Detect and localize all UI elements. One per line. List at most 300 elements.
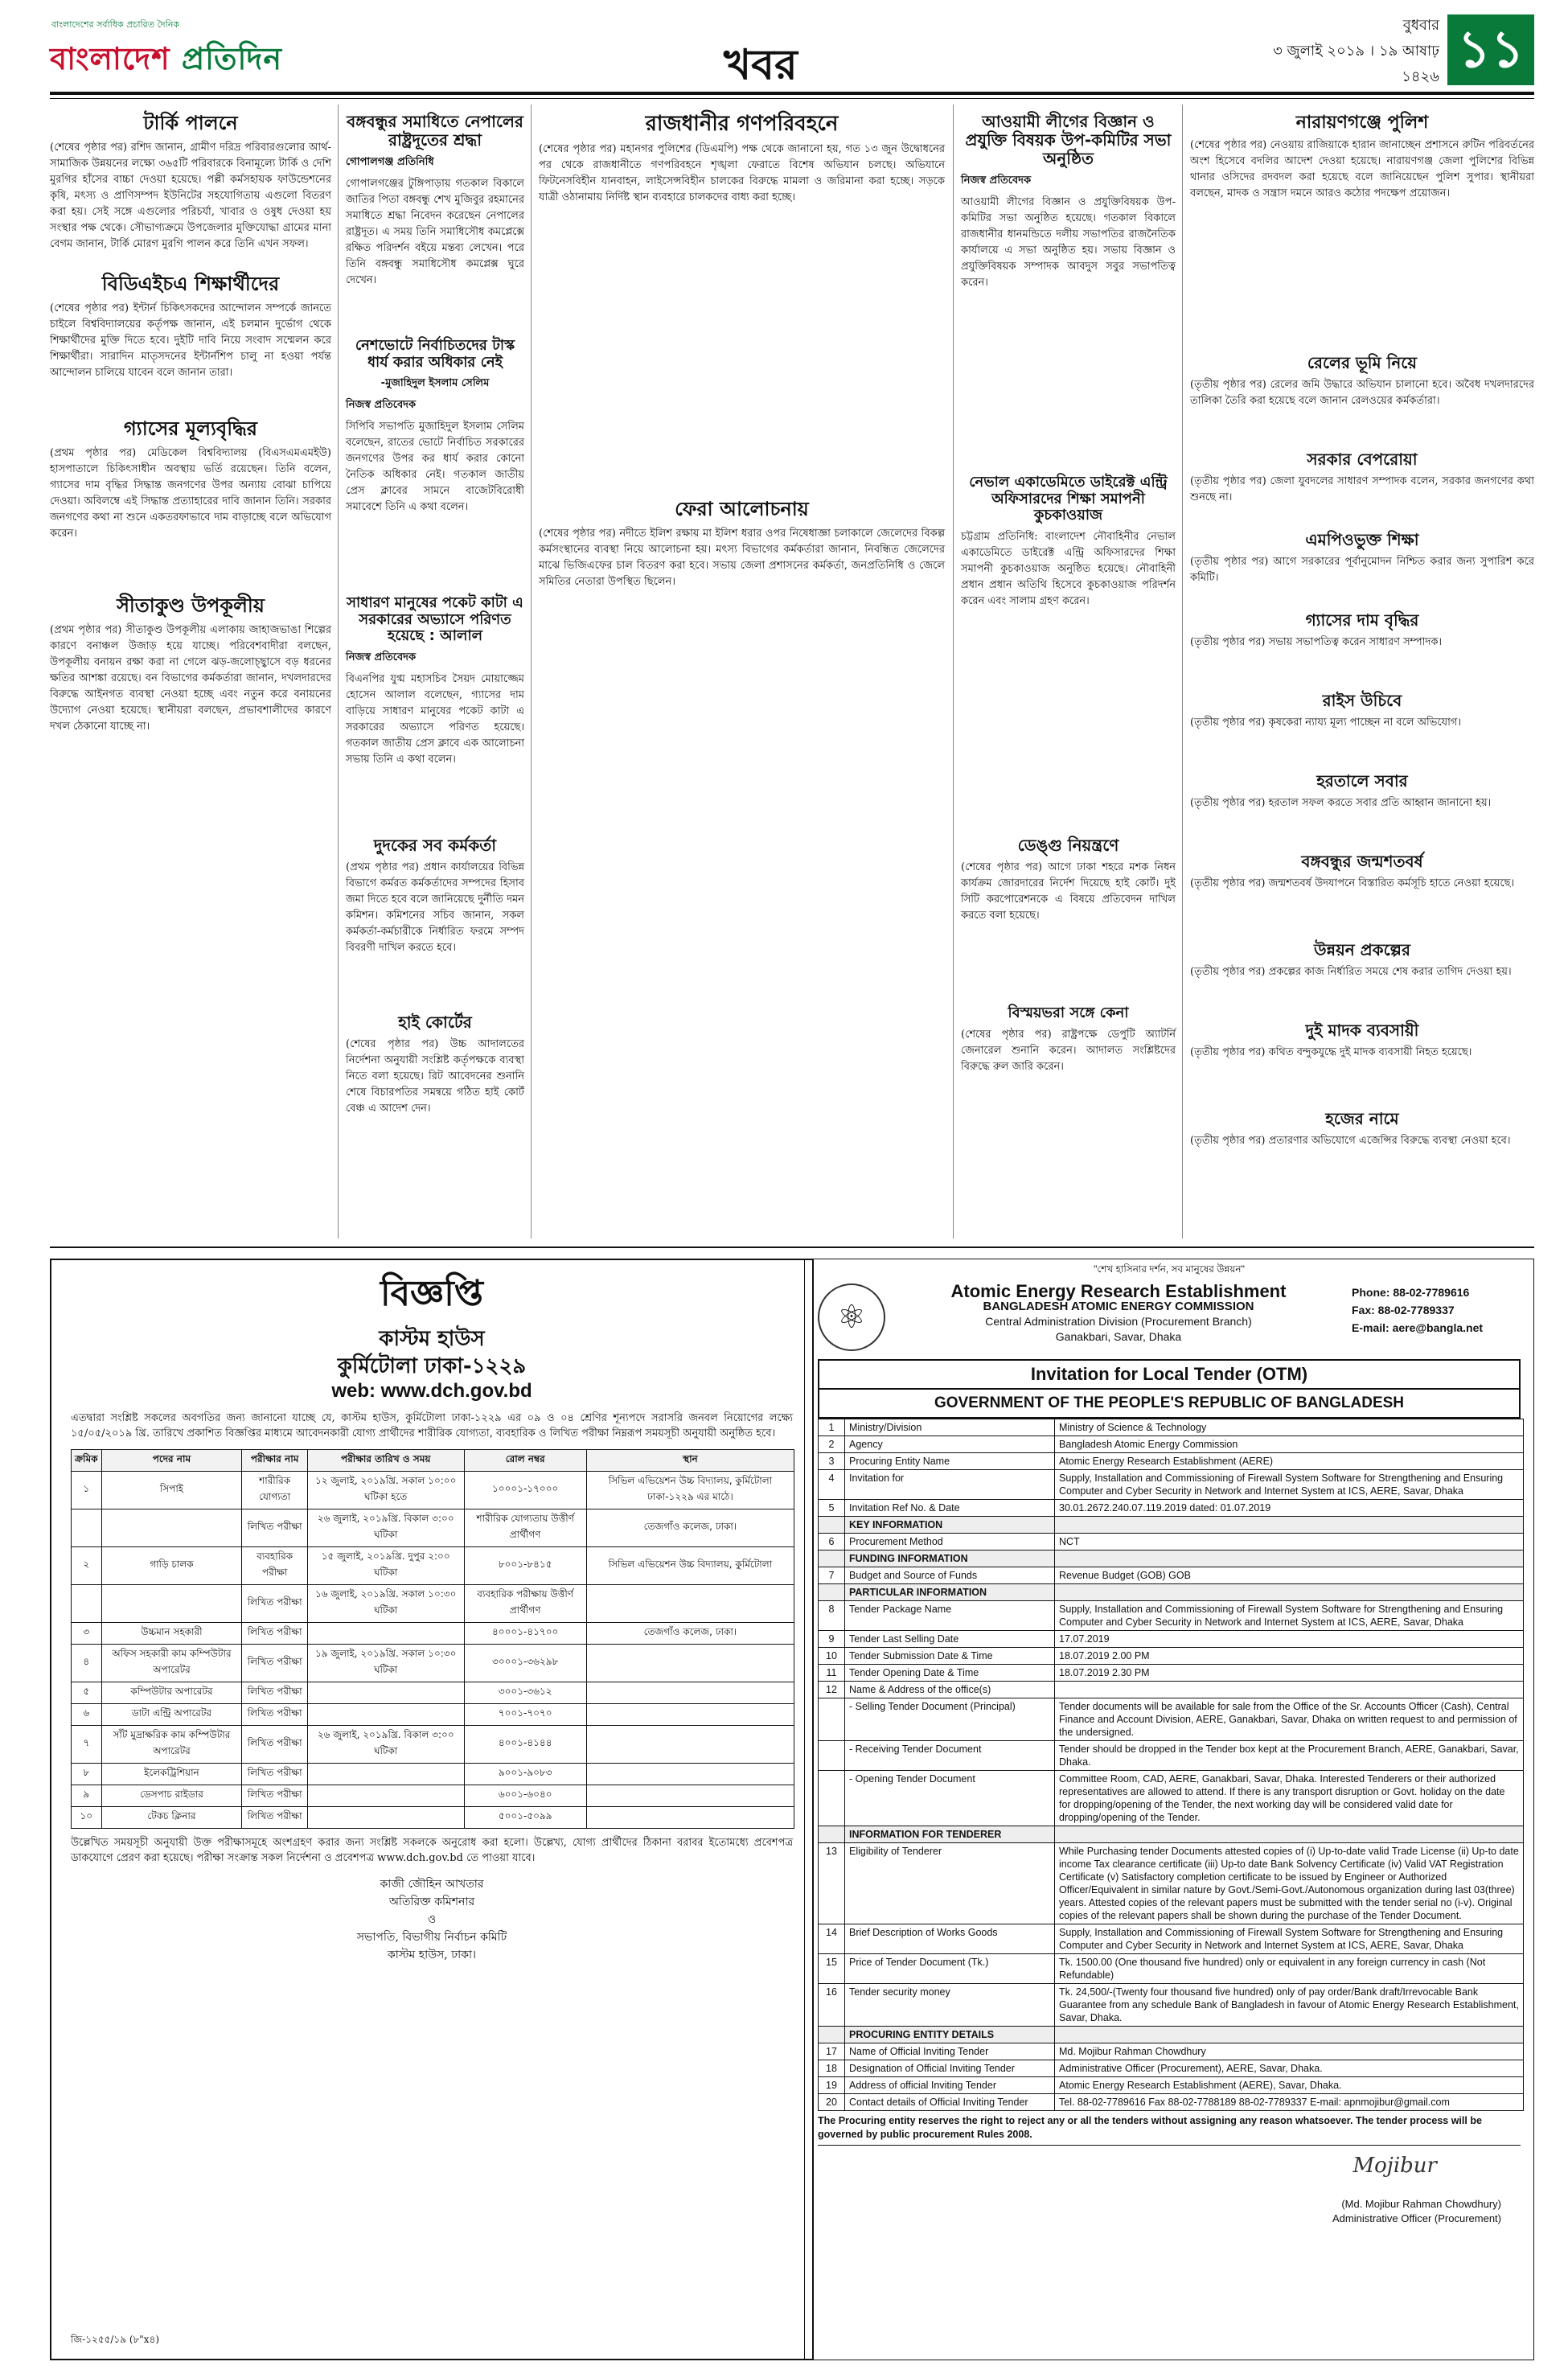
table-cell: Tender should be dropped in the Tender box kept at the Procurement Branch, AERE, Ganakbari, Savar, Dhaka. <box>1055 1741 1524 1771</box>
headline: দুদকের সব কর্মকর্তা <box>373 836 497 855</box>
table-cell <box>819 1517 845 1534</box>
table-cell: লিখিত পরীক্ষা <box>242 1509 308 1547</box>
headline: সাধারণ মানুষের পকেট কাটা এ সরকারের অভ্যাসে পরিণত হয়েছে : আলাল <box>347 594 523 645</box>
article-unnayan[interactable] <box>1190 941 1534 980</box>
col-datetime: পরীক্ষার তারিখ ও সময় <box>307 1450 464 1472</box>
table-row <box>72 1785 794 1807</box>
table-cell: ১৯ জুলাই, ২০১৯খ্রি. সকাল ১০:৩০ ঘটিকা <box>307 1645 464 1682</box>
col-post: পদের নাম <box>101 1450 242 1472</box>
article-highcourt[interactable] <box>346 1013 524 1117</box>
table-cell: সিভিল এভিয়েশন উচ্চ বিদ্যালয়, কুর্মিটোলা ঢাকা-১২২৯ এর মাঠে। <box>586 1472 794 1509</box>
table-cell: Eligibility of Tenderer <box>845 1843 1055 1924</box>
article-body: (শেষের পৃষ্ঠার পর) উচ্চ আদালতের নির্দেশনা অনুযায়ী সংশ্লিষ্ট কর্তৃপক্ষকে ব্যবস্থা নিতে বলা হয়েছে। রিট আবেদনের শুনানি শেষে বিচারপতির সমন্বয়ে গঠিত হাই কোর্ট বেঞ্চ এ আদেশ দেন। <box>346 1038 524 1115</box>
table-cell: ২ <box>72 1547 102 1585</box>
table-cell: Invitation for <box>845 1470 1055 1500</box>
column-divider <box>1182 105 1183 1238</box>
atom-emblem-icon: ⚛ <box>818 1284 885 1351</box>
headline: রাইস উচিবে <box>1322 691 1402 710</box>
table-cell: Tender Submission Date & Time <box>845 1648 1055 1665</box>
byline: নিজস্ব প্রতিবেদক <box>961 175 1032 187</box>
table-cell: Address of official Inviting Tender <box>845 2077 1055 2094</box>
table-cell: Supply, Installation and Commissioning of Firewall System Software for Strengthening and Ensuring Computer and Cyber Security in Network and Internet System at ICS, AERE, Savar, Dhaka <box>1055 1470 1524 1500</box>
table-cell: 19 <box>819 2077 845 2094</box>
notice-footer: উল্লেখিত সময়সূচী অনুযায়ী উক্ত পরীক্ষাসমূহে অংশগ্রহণ করার জন্য সংশ্লিষ্ট সকলকে অনুরোধ করা হলো। উল্লেখ্য, যোগ্য প্রার্থীদের ঠিকানা বরাবর ইতোমধ্যে প্রবেশপত্র ডাকযোগে প্রেরণ করা হয়েছে। পরীক্ষা সংক্রান্ত সকল নির্দেশনা ও প্রবেশপত্র www.dch.gov.bd তে পাওয়া যাবে। <box>71 1837 793 1864</box>
byline: গোপালগঞ্জ প্রতিনিধি <box>346 156 434 168</box>
table-cell: ৬০০১-৬০৪০ <box>464 1785 586 1807</box>
table-cell: Tender Package Name <box>845 1601 1055 1631</box>
article-rail[interactable] <box>1190 354 1534 409</box>
article-body: (শেষের পৃষ্ঠার পর) আগে ঢাকা শহরে মশক নিধন কার্যক্রম জোরদারের নির্দেশ দিয়েছে হাই কোর্ট। দুই সিটি করপোরেশনকে এ বিষয়ে প্রতিবেদন দাখিল করতে বলা হয়েছে। <box>961 861 1176 922</box>
table-cell: লিখিত পরীক্ষা <box>242 1704 308 1726</box>
table-row <box>819 1534 1524 1550</box>
table-cell: Name of Official Inviting Tender <box>845 2043 1055 2060</box>
table-row <box>72 1645 794 1682</box>
table-cell: Price of Tender Document (Tk.) <box>845 1954 1055 1984</box>
table-cell: লিখিত পরীক্ষা <box>242 1645 308 1682</box>
article-sitakunda[interactable] <box>50 595 331 735</box>
logo-tagline: বাংলাদেশের সর্বাধিক প্রচারিত দৈনিক <box>51 19 180 30</box>
table-cell: টেকচ ক্লিনার <box>101 1807 242 1829</box>
ad-code: জি-১২৫৫/১৯ (৮"x৪) <box>71 2334 160 2345</box>
article-alal[interactable] <box>346 595 524 768</box>
notice-title: বিজ্ঞপ্তি <box>380 1273 483 1314</box>
table-cell <box>307 1807 464 1829</box>
article-bsmrau[interactable] <box>50 273 331 381</box>
table-row <box>819 1648 1524 1665</box>
table-cell: - Opening Tender Document <box>845 1771 1055 1826</box>
table-cell: ৮০০১-৮৪১৫ <box>464 1547 586 1585</box>
table-cell: Administrative Officer (Procurement), AERE, Savar, Dhaka. <box>1055 2060 1524 2077</box>
table-cell: ৪০০০১-৪১৭০০ <box>464 1623 586 1645</box>
signer-title: Administrative Officer (Procurement) <box>1332 2212 1501 2224</box>
table-row <box>819 1682 1524 1698</box>
table-cell: ৫০০১-৫০৯৯ <box>464 1807 586 1829</box>
aere-tender-ad[interactable] <box>804 1259 1534 2360</box>
table-cell: Agency <box>845 1436 1055 1453</box>
table-cell: গাড়ি চালক <box>101 1547 242 1585</box>
commission: BANGLADESH ATOMIC ENERGY COMMISSION <box>983 1300 1254 1313</box>
table-row <box>819 1771 1524 1826</box>
table-cell: Committee Room, CAD, AERE, Ganakbari, Savar, Dhaka. Interested Tenderers or their authorized representatives are allowed to attend. If there is any transport disruption or Govt. holiday on the date for dropping/opening of the Tender, the next working day will be considered valid date for dropping/opening of the Tender. <box>1055 1771 1524 1826</box>
headline: রাজধানীর গণপরিবহনে <box>645 112 839 136</box>
table-cell <box>101 1585 242 1623</box>
table-cell: INFORMATION FOR TENDERER <box>845 1826 1055 1843</box>
fax: Fax: 88-02-7789337 <box>1352 1304 1455 1316</box>
table-cell <box>307 1785 464 1807</box>
headline: এমপিওভুক্ত শিক্ষা <box>1305 530 1419 549</box>
table-cell: ২৬ জুলাই, ২০১৯খ্রি. বিকাল ৩:০০ ঘটিকা <box>307 1726 464 1764</box>
table-cell: লিখিত পরীক্ষা <box>242 1764 308 1785</box>
newspaper-logo[interactable] <box>50 35 282 87</box>
col-venue: স্থান <box>586 1450 794 1472</box>
column-divider <box>338 105 339 1238</box>
headline: নেভাল একাডেমিতে ডাইরেক্ট এন্ট্রি অফিসারদের শিক্ষা সমাপনী কুচকাওয়াজ <box>969 474 1168 524</box>
ads-separator <box>50 1247 1534 1248</box>
table-row <box>72 1585 794 1623</box>
table-cell: Bangladesh Atomic Energy Commission <box>1055 1436 1524 1453</box>
table-cell <box>586 1585 794 1623</box>
table-row <box>819 2060 1524 2077</box>
table-row <box>819 1665 1524 1682</box>
table-cell: লিখিত পরীক্ষা <box>242 1623 308 1645</box>
article-body: (প্রথম পৃষ্ঠার পর) সীতাকুণ্ড উপকূলীয় এলাকায় জাহাজভাঙা শিল্পের কারণে বনাঞ্চল উজাড় হয়ে যাচ্ছে। পরিবেশবাদীরা বলছেন, উপকূলীয় বনায়ন রক্ষা করা না গেলে ঝড়-জলোচ্ছ্বাসে বড় ধরনের ক্ষতির আশঙ্কা রয়েছে। বন বিভাগের কর্মকর্তারা জানান, দখলদারদের বিরুদ্ধে আইনগত ব্যবস্থা নেওয়া হচ্ছে এবং নতুন করে বনায়নের উদ্যোগ নেওয়া হয়েছে। স্থানীয়রা বলছেন, প্রভাবশালীদের কারণে দখল ঠেকানো যাচ্ছে না। <box>50 623 331 733</box>
table-row <box>819 1741 1524 1771</box>
table-cell: ৯০০১-৯০৮৩ <box>464 1764 586 1785</box>
article-narayanganj[interactable] <box>1190 113 1534 202</box>
table-cell: 6 <box>819 1534 845 1550</box>
headline: সীতাকুণ্ড উপকূলীয় <box>117 594 265 617</box>
table-cell <box>586 1807 794 1829</box>
table-cell: ৭ <box>72 1726 102 1764</box>
headline: বিস্ময়ভরা সঙ্গে কেনা <box>1008 1004 1129 1021</box>
org-name: Atomic Energy Research Establishment <box>950 1281 1287 1301</box>
table-cell: 3 <box>819 1453 845 1470</box>
table-row <box>819 1500 1524 1517</box>
table-cell <box>819 1698 845 1741</box>
article-body: (প্রথম পৃষ্ঠার পর) প্রধান কার্যালয়ের বিভিন্ন বিভাগে কর্মরত কর্মকর্তাদের সম্পদের হিসাব জমা দিতে হবে বলে জানিয়েছে দুর্নীতি দমন কমিশন। কমিশনের সচিব জানান, সকল কর্মকর্তা-কর্মচারীকে নির্ধারিত ফরমে সম্পদ বিবরণী দাখিল করতে হবে। <box>346 861 524 954</box>
government-title: GOVERNMENT OF THE PEOPLE'S REPUBLIC OF BANGLADESH <box>818 1390 1521 1419</box>
article-dengue[interactable] <box>961 836 1176 924</box>
table-cell: 8 <box>819 1601 845 1631</box>
article-body: (তৃতীয় পৃষ্ঠার পর) রেলের জমি উদ্ধারে অভিযান চালানো হবে। অবৈধ দখলদারদের তালিকা তৈরি করা হয়েছে বলে জানান রেলওয়ের কর্মকর্তারা। <box>1190 379 1534 407</box>
article-body: (তৃতীয় পৃষ্ঠার পর) প্রতারণার অভিযোগে এজেন্সির বিরুদ্ধে ব্যবস্থা নেওয়া হবে। <box>1190 1135 1511 1147</box>
table-cell: Revenue Budget (GOB) GOB <box>1055 1567 1524 1584</box>
article-body: বিএনপির যুগ্ম মহাসচিব সৈয়দ মোয়াজ্জেম হোসেন আলাল বলেছেন, গ্যাসের দাম বাড়িয়ে সাধারণ মানুষের পকেট কাটা এ সরকারের অভ্যাসে পরিণত হয়েছে। গতকাল জাতীয় প্রেস ক্লাবে এক আলোচনা সভায় তিনি এ কথা বলেন। <box>346 673 524 766</box>
article-gas[interactable] <box>50 418 331 542</box>
masthead-rule-thin <box>50 98 1534 99</box>
table-cell: 15 <box>819 1954 845 1984</box>
table-row <box>819 1924 1524 1954</box>
headline: হাই কোর্টের <box>398 1012 472 1032</box>
article-body: (শেষের পৃষ্ঠার পর) মহানগর পুলিশের (ডিএমপি) পক্ষ থেকে জানানো হয়, গত ১৩ জুন উদ্বোধনের পর থেকে রাজধানীতে গণপরিবহনে শৃঙ্খলা ফেরাতে বিশেষ অভিযান চলছে। অভিযানে ফিটনেসবিহীন যানবাহন, লাইসেন্সবিহীন চালকের বিরুদ্ধে মামলা ও জরিমানা করা হচ্ছে। সড়কে যাত্রী ওঠানামায় নির্দিষ্ট স্থান ব্যবহারে চালকদের বাধ্য করা হচ্ছে। <box>539 142 945 203</box>
article-body: (তৃতীয় পৃষ্ঠার পর) প্রকল্পের কাজ নির্ধারিত সময়ে শেষ করার তাগিদ দেওয়া হয়। <box>1190 966 1512 978</box>
table-cell: KEY INFORMATION <box>845 1517 1055 1534</box>
table-cell <box>586 1682 794 1704</box>
table-cell <box>101 1509 242 1547</box>
table-cell: Tender documents will be available for sale from the Office of the Sr. Accounts Officer (Cash), Central Finance and Account Division, AERE, Ganakbari, Savar, Dhaka on written request to and permission of the undersigned. <box>1055 1698 1524 1741</box>
table-cell: Ministry of Science & Technology <box>1055 1419 1524 1436</box>
table-cell: 12 <box>819 1682 845 1698</box>
table-cell: ১২ জুলাই, ২০১৯খ্রি. সকাল ১০:০০ ঘটিকা হতে <box>307 1472 464 1509</box>
table-row <box>819 1631 1524 1648</box>
table-cell <box>819 1826 845 1843</box>
table-cell: Brief Description of Works Goods <box>845 1924 1055 1954</box>
table-row <box>819 1826 1524 1843</box>
address: Ganakbari, Savar, Dhaka <box>1055 1330 1182 1343</box>
table-cell <box>72 1509 102 1547</box>
article-body: (শেষের পৃষ্ঠার পর) ইন্টার্ন চিকিৎসকদের আন্দোলন সম্পর্কে জানতে চাইলে বিশ্ববিদ্যালয়ের কর্তৃপক্ষ জানান, এই চলমান দুর্ভোগ থেকে শিক্ষার্থীদের মুক্তি দিতে হবে। দুইটি দাবি নিয়ে সংবাদ সম্মেলন করে শিক্ষার্থীরা। সারাদিন মাতৃসদনের ইন্টার্নশিপ চালু না হওয়া পর্যন্ত আন্দোলন চালিয়ে যাবেন বলে জানান তারা। <box>50 302 331 379</box>
table-cell: Supply, Installation and Commissioning of Firewall System Software for Strengthening and Ensuring Computer and Cyber Security in Network and Internet System at ICS, AERE, Savar, Dhaka <box>1055 1924 1524 1954</box>
table-cell <box>307 1764 464 1785</box>
table-row <box>819 2043 1524 2060</box>
table-cell <box>819 1550 845 1567</box>
article-body: (শেষের পৃষ্ঠার পর) রশিদ জানান, গ্রামীণ দরিদ্র পরিবারগুলোর আর্থ-সামাজিক উন্নয়নের লক্ষ্যে ৩৬৫টি পরিবারকে বিনামূল্যে টার্কি ও দেশি মুরগির হাঁসের বাচ্চা দেওয়া হয়েছে। পল্লী কর্মসহায়ক ফাউন্ডেশনের কৃষি, মৎস্য ও প্রাণিসম্পদ ইউনিটের সহযোগিতায় এগুলো বিতরণ করা হয়। সেই সঙ্গে এগুলোর পরিচর্যা, খাবার ও ওষুধ দেওয়া হয় সংস্থার পক্ষ থেকে। সৌভাগ্যক্রমে উপজেলার মুক্তিযোদ্ধা গ্রামের মানা বেগম জানান, টার্কি মোরগ মুরগি পালন করে তিনি এখন সফল। <box>50 141 331 250</box>
article-al-science[interactable] <box>961 113 1176 291</box>
table-cell <box>72 1585 102 1623</box>
table-cell: ৫ <box>72 1682 102 1704</box>
table-cell: - Receiving Tender Document <box>845 1741 1055 1771</box>
table-cell: Tender Opening Date & Time <box>845 1665 1055 1682</box>
table-row <box>819 1567 1524 1584</box>
table-cell: উচ্চমান সহকারী <box>101 1623 242 1645</box>
headline: আওয়ামী লীগের বিজ্ঞান ও প্রযুক্তি বিষয়ক উপ-কমিটির সভা অনুষ্ঠিত <box>965 112 1172 168</box>
org-block <box>885 1281 1352 1345</box>
table-cell: তেজগাঁও কলেজ, ঢাকা। <box>586 1509 794 1547</box>
table-cell: 7 <box>819 1567 845 1584</box>
table-cell <box>1055 1550 1524 1567</box>
tender-note: The Procuring entity reserves the right to reject any or all the tenders without assigning any reason whatsoever. The tender process will be governed by public procurement Rules 2008. <box>818 2114 1521 2146</box>
table-row <box>819 1517 1524 1534</box>
headline: নারায়ণগঞ্জে পুলিশ <box>1295 113 1429 133</box>
col-serial: ক্রমিক <box>72 1450 102 1472</box>
table-cell: লিখিত পরীক্ষা <box>242 1785 308 1807</box>
table-row <box>819 1984 1524 2027</box>
table-row <box>72 1547 794 1585</box>
table-cell: Name & Address of the office(s) <box>845 1682 1055 1698</box>
headline: টার্কি পালনে <box>143 112 238 134</box>
table-cell: লিখিত পরীক্ষা <box>242 1726 308 1764</box>
quote-author: -মুজাহিদুল ইসলাম সেলিম <box>380 377 490 390</box>
table-cell: লিখিত পরীক্ষা <box>242 1682 308 1704</box>
article-hartal[interactable] <box>1190 772 1534 811</box>
article-body: আওয়ামী লীগের বিজ্ঞান ও প্রযুক্তিবিষয়ক উপ-কমিটির সভা অনুষ্ঠিত হয়েছে। গতকাল বিকালে রাজধানীর ধানমন্ডিতে দলীয় সভাপতির রাজনৈতিক কার্যালয়ে এ সভা অনুষ্ঠিত হয়। সভায় বিজ্ঞান ও প্রযুক্তিবিষয়ক সম্পাদক আবদুস সবুর সভাপতিত্ব করেন। <box>961 196 1176 289</box>
table-cell: ৬ <box>72 1704 102 1726</box>
tender-title: Invitation for Local Tender (OTM) <box>818 1359 1521 1390</box>
tender-header <box>805 1279 1533 1354</box>
table-cell: ডাটা এন্ট্রি অপারেটর <box>101 1704 242 1726</box>
date: ৩ জুলাই ২০১৯ । ১৯ আষাঢ় ১৪২৬ <box>1273 43 1439 85</box>
table-cell: শারীরিক যোগ্যতায় উত্তীর্ণ প্রার্থীগণ <box>464 1509 586 1547</box>
article-body: (তৃতীয় পৃষ্ঠার পর) আগে সরকারের পূর্বানুমোদন নিশ্চিত করার জন্য সুপারিশ করে কমিটি। <box>1190 556 1534 584</box>
table-cell: Ministry/Division <box>845 1419 1055 1436</box>
article-transport[interactable] <box>539 113 945 206</box>
table-cell <box>1055 1584 1524 1601</box>
table-row <box>72 1623 794 1645</box>
table-cell <box>819 1584 845 1601</box>
article-sarkar[interactable] <box>1190 450 1534 506</box>
table-cell: ৪ <box>72 1645 102 1682</box>
table-cell: ৩ <box>72 1623 102 1645</box>
signer-name: (Md. Mojibur Rahman Chowdhury) <box>1341 2198 1501 2210</box>
division: Central Administration Division (Procurement Branch) <box>985 1315 1252 1328</box>
table-cell: ব্যবহারিক পরীক্ষা <box>242 1547 308 1585</box>
article-rice[interactable] <box>1190 692 1534 731</box>
notice-address: কুর্মিটোলা ঢাকা-১২২৯ <box>337 1354 527 1378</box>
contact-block <box>1352 1284 1521 1337</box>
email[interactable]: E-mail: aere@bangla.net <box>1352 1321 1484 1334</box>
article-hajj[interactable] <box>1190 1110 1534 1149</box>
article-nasal[interactable] <box>346 338 524 515</box>
article-body: (তৃতীয় পৃষ্ঠার পর) জেলা যুবদলের সাধারণ সম্পাদক বলেন, সরকার জনগণের কথা শুনছে না। <box>1190 475 1534 503</box>
table-cell: Tk. 24,500/-(Twenty four thousand five hundred) only of pay order/Bank draft/Irrevocable Bank Guarantee from any schedule Bank of Bangladesh in favour of Atomic Energy Research Establishment, Savar, Dhaka. <box>1055 1984 1524 2027</box>
exam-schedule-table <box>71 1449 794 1829</box>
table-cell: কম্পিউটার অপারেটর <box>101 1682 242 1704</box>
weekday: বুধবার <box>1402 17 1439 34</box>
headline: উন্নয়ন প্রকল্পের <box>1314 940 1410 959</box>
table-cell: 10 <box>819 1648 845 1665</box>
table-cell: 13 <box>819 1843 845 1924</box>
signer-title: সভাপতি, বিভাগীয় নির্বাচন কমিটি <box>356 1931 507 1944</box>
table-cell: সাঁট মুদ্রাক্ষরিক কাম কম্পিউটার অপারেটর <box>101 1726 242 1764</box>
table-cell: PARTICULAR INFORMATION <box>845 1584 1055 1601</box>
table-cell: 4 <box>819 1470 845 1500</box>
table-cell: 1 <box>819 1419 845 1436</box>
table-cell: Procurement Method <box>845 1534 1055 1550</box>
table-row <box>819 2094 1524 2111</box>
phone: Phone: 88-02-7789616 <box>1352 1286 1470 1299</box>
table-row <box>72 1807 794 1829</box>
article-madok[interactable] <box>1190 1021 1534 1061</box>
headline: দুই মাদক ব্যবসায়ী <box>1305 1021 1419 1040</box>
article-body: চট্টগ্রাম প্রতিনিধি: বাংলাদেশ নৌবাহিনীর নেভাল একাডেমিতে ডাইরেক্ট এন্ট্রি অফিসারদের শিক্ষা সমাপনী কুচকাওয়াজ অনুষ্ঠিত হয়েছে। নৌবাহিনী প্রধান প্রধান অতিথি হিসেবে কুচকাওয়াজ পরিদর্শন করেন এবং সালাম গ্রহণ করেন। <box>961 531 1176 608</box>
table-row <box>72 1704 794 1726</box>
table-row <box>72 1509 794 1547</box>
table-cell: Atomic Energy Research Establishment (AERE) <box>1055 1453 1524 1470</box>
headline: বিডিএইচএ শিক্ষার্থীদের <box>101 273 280 295</box>
headline: গ্যাসের মূল্যবৃদ্ধির <box>124 417 257 440</box>
table-row <box>819 1550 1524 1567</box>
byline: নিজস্ব প্রতিবেদক <box>346 651 417 664</box>
table-cell <box>586 1726 794 1764</box>
article-bishmoy[interactable] <box>961 1005 1176 1075</box>
table-cell: Atomic Energy Research Establishment (AERE), Savar, Dhaka. <box>1055 2077 1524 2094</box>
article-gasprice[interactable] <box>1190 611 1534 651</box>
table-row <box>819 1470 1524 1500</box>
headline: নেশভোটে নির্বাচিতদের টাস্ক ধার্য করার অধিকার নেই <box>355 337 515 371</box>
headline: হরতালে সবার <box>1316 771 1408 791</box>
table-cell: 20 <box>819 2094 845 2111</box>
article-bongobondhu[interactable] <box>1190 852 1534 892</box>
table-row <box>819 2027 1524 2043</box>
table-cell: ইলেকট্রিশিয়ান <box>101 1764 242 1785</box>
signature-block <box>805 2197 1501 2226</box>
headline: বঙ্গবন্ধুর সমাধিতে নেপালের রাষ্ট্রদূতের শ্রদ্ধা <box>347 112 523 150</box>
table-cell: FUNDING INFORMATION <box>845 1550 1055 1567</box>
notice-org: কাস্টম হাউস <box>379 1327 485 1351</box>
headline: রেলের ভূমি নিয়ে <box>1307 353 1418 372</box>
table-row <box>819 1453 1524 1470</box>
table-cell <box>307 1682 464 1704</box>
table-cell: 14 <box>819 1924 845 1954</box>
table-cell: ব্যবহারিক পরীক্ষায় উত্তীর্ণ প্রার্থীগণ <box>464 1585 586 1623</box>
table-cell: 16 <box>819 1984 845 2027</box>
table-row <box>819 1601 1524 1631</box>
headline: গ্যাসের দাম বৃদ্ধির <box>1305 610 1419 630</box>
article-mpo[interactable] <box>1190 531 1534 586</box>
article-body: (তৃতীয় পৃষ্ঠার পর) কৃষকেরা ন্যায্য মূল্য পাচ্ছেন না বলে অভিযোগ। <box>1190 717 1462 729</box>
table-cell: 2 <box>819 1436 845 1453</box>
table-cell: 9 <box>819 1631 845 1648</box>
motto: "শেখ হাসিনার দর্শন, সব মানুষের উন্নয়ন" <box>1094 1263 1245 1275</box>
table-cell: Budget and Source of Funds <box>845 1567 1055 1584</box>
table-cell: 18.07.2019 2.00 PM <box>1055 1648 1524 1665</box>
table-row <box>72 1726 794 1764</box>
article-body: সিপিবি সভাপতি মুজাহিদুল ইসলাম সেলিম বলেছেন, রাতের ভোটে নির্বাচিত সরকারের জনগণের উপর কর ধার্য করার কোনো নৈতিক অধিকার নেই। গতকাল জাতীয় প্রেস ক্লাবের সামনে বাজেটবিরোধী সমাবেশে তিনি এ কথা বলেন। <box>346 421 524 514</box>
table-cell: ৮ <box>72 1764 102 1785</box>
table-cell: সিভিল এভিয়েশন উচ্চ বিদ্যালয়, কুর্মিটোলা <box>586 1547 794 1585</box>
table-cell: ১৬ জুলাই, ২০১৯খ্রি. সকাল ১০:৩০ ঘটিকা <box>307 1585 464 1623</box>
table-cell: Procuring Entity Name <box>845 1453 1055 1470</box>
table-cell: ১০ <box>72 1807 102 1829</box>
column-divider <box>531 105 532 1238</box>
table-cell <box>1055 2027 1524 2043</box>
dateline <box>1254 13 1439 90</box>
table-cell: 5 <box>819 1500 845 1517</box>
signer-title: কাস্টম হাউস, ঢাকা। <box>387 1949 477 1961</box>
table-cell: 17.07.2019 <box>1055 1631 1524 1648</box>
article-fera[interactable] <box>539 499 945 590</box>
headline: ফেরা আলোচনায় <box>675 498 809 520</box>
table-row <box>819 1419 1524 1436</box>
article-dudok[interactable] <box>346 836 524 956</box>
notice-intro: এতদ্বারা সংশ্লিষ্ট সকলের অবগতির জন্য জানানো যাচ্ছে যে, কাস্টম হাউস, কুর্মিটোলা ঢাকা-১২২৯ এর ০৯ ও ০৪ শ্রেণির শূন্যপদে সরাসরি জনবল নিয়োগের লক্ষ্যে ১৫/০৫/২০১৯ খ্রি. তারিখে প্রকাশিত বিজ্ঞপ্তির মাধ্যমে আবেদনকারী যোগ্য প্রার্থীদের শারীরিক যোগ্যতা, ব্যবহারিক ও লিখিত পরীক্ষা নিম্নরূপ সময়সূচী অনুযায়ী অনুষ্ঠিত হবে। <box>71 1412 793 1440</box>
notice-website[interactable]: web: www.dch.gov.bd <box>331 1380 532 1402</box>
table-cell <box>307 1623 464 1645</box>
table-cell: Tender Last Selling Date <box>845 1631 1055 1648</box>
table-cell: PROCURING ENTITY DETAILS <box>845 2027 1055 2043</box>
table-cell <box>307 1704 464 1726</box>
article-turkey[interactable] <box>50 113 331 253</box>
table-row <box>72 1472 794 1509</box>
table-cell: 18.07.2019 2.30 PM <box>1055 1665 1524 1682</box>
table-cell <box>586 1785 794 1807</box>
signer-title: অতিরিক্ত কমিশনার <box>388 1896 475 1908</box>
table-row <box>819 1954 1524 1984</box>
signer-name: কাজী জৌহিন আখতার <box>380 1878 484 1891</box>
headline: সরকার বেপরোয়া <box>1307 450 1418 469</box>
article-nepal[interactable] <box>346 113 524 289</box>
table-cell: ৪০০১-৪১৪৪ <box>464 1726 586 1764</box>
article-body: (তৃতীয় পৃষ্ঠার পর) কথিত বন্দুকযুদ্ধে দুই মাদক ব্যবসায়ী নিহত হয়েছে। <box>1190 1046 1472 1058</box>
table-cell: ৩০০০১-৩৬২৯৮ <box>464 1645 586 1682</box>
table-cell: ৯ <box>72 1785 102 1807</box>
table-cell: ১৫ জুলাই, ২০১৯খ্রি. দুপুর ২:০০ ঘটিকা <box>307 1547 464 1585</box>
table-cell: NCT <box>1055 1534 1524 1550</box>
table-row <box>819 2077 1524 2094</box>
table-cell: ৩০০১-৩৬১২ <box>464 1682 586 1704</box>
logo-part-1: বাংলাদেশ <box>50 41 182 76</box>
table-cell: ডেসপাচ রাইডার <box>101 1785 242 1807</box>
tender-details-table <box>818 1419 1524 2111</box>
article-body: (তৃতীয় পৃষ্ঠার পর) সভায় সভাপতিত্ব করেন সাধারণ সম্পাদক। <box>1190 636 1443 648</box>
table-cell: 17 <box>819 2043 845 2060</box>
table-cell: 18 <box>819 2060 845 2077</box>
article-navy[interactable] <box>961 474 1176 610</box>
table-cell <box>1055 1826 1524 1843</box>
table-cell <box>586 1645 794 1682</box>
exam-schedule-body <box>72 1472 794 1829</box>
table-row <box>72 1764 794 1785</box>
signature: Mojibur <box>1353 2154 1437 2178</box>
customs-notice-ad[interactable] <box>50 1259 814 2360</box>
table-cell: সিপাই <box>101 1472 242 1509</box>
table-row <box>72 1682 794 1704</box>
table-cell <box>1055 1682 1524 1698</box>
byline: নিজস্ব প্রতিবেদক <box>346 399 417 412</box>
masthead <box>0 0 1568 121</box>
table-cell: শারীরিক যোগ্যতা <box>242 1472 308 1509</box>
table-cell: ৭০০১-৭০৭০ <box>464 1704 586 1726</box>
table-cell <box>819 1771 845 1826</box>
table-cell: 30.01.2672.240.07.119.2019 dated: 01.07.2019 <box>1055 1500 1524 1517</box>
table-cell <box>586 1704 794 1726</box>
table-cell <box>819 2027 845 2043</box>
table-cell <box>586 1764 794 1785</box>
article-body: (প্রথম পৃষ্ঠার পর) মেডিকেল বিশ্ববিদ্যালয় (বিএসএমএমইউ) হাসপাতালে চিকিৎসাধীন অবস্থায় ভর্তি রয়েছেন। তিনি বলেন, গ্যাসের দাম বৃদ্ধির সিদ্ধান্ত জনগণের উপর অন্যায় বোঝা চাপিয়ে দেওয়া। অবিলম্বে এই সিদ্ধান্ত প্রত্যাহারের দাবি জানান তিনি। সরকার জনগণের কথা না শুনে একতরফাভাবে দাম বাড়াচ্ছে বলে অভিযোগ করেন। <box>50 446 331 540</box>
col-roll: রোল নম্বর <box>464 1450 586 1472</box>
article-body: গোপালগঞ্জের টুঙ্গিপাড়ায় গতকাল বিকালে জাতির পিতা বঙ্গবন্ধু শেখ মুজিবুর রহমানের সমাধিতে শ্রদ্ধা নিবেদন করেছেন নেপালের রাষ্ট্রদূত। এ সময় তিনি সমাধিসৌধ কমপ্লেক্সে রক্ষিত পরিদর্শন বইয়ে মন্তব্য লেখেন। পরে তিনি বঙ্গবন্ধু সমাধিসৌধ কমপ্লেক্স ঘুরে দেখেন। <box>346 178 524 286</box>
table-cell: Supply, Installation and Commissioning of Firewall System Software for Strengthening and Ensuring Computer and Cyber Security in Network and Internet System at ICS, AERE, Savar, Dhaka <box>1055 1601 1524 1631</box>
